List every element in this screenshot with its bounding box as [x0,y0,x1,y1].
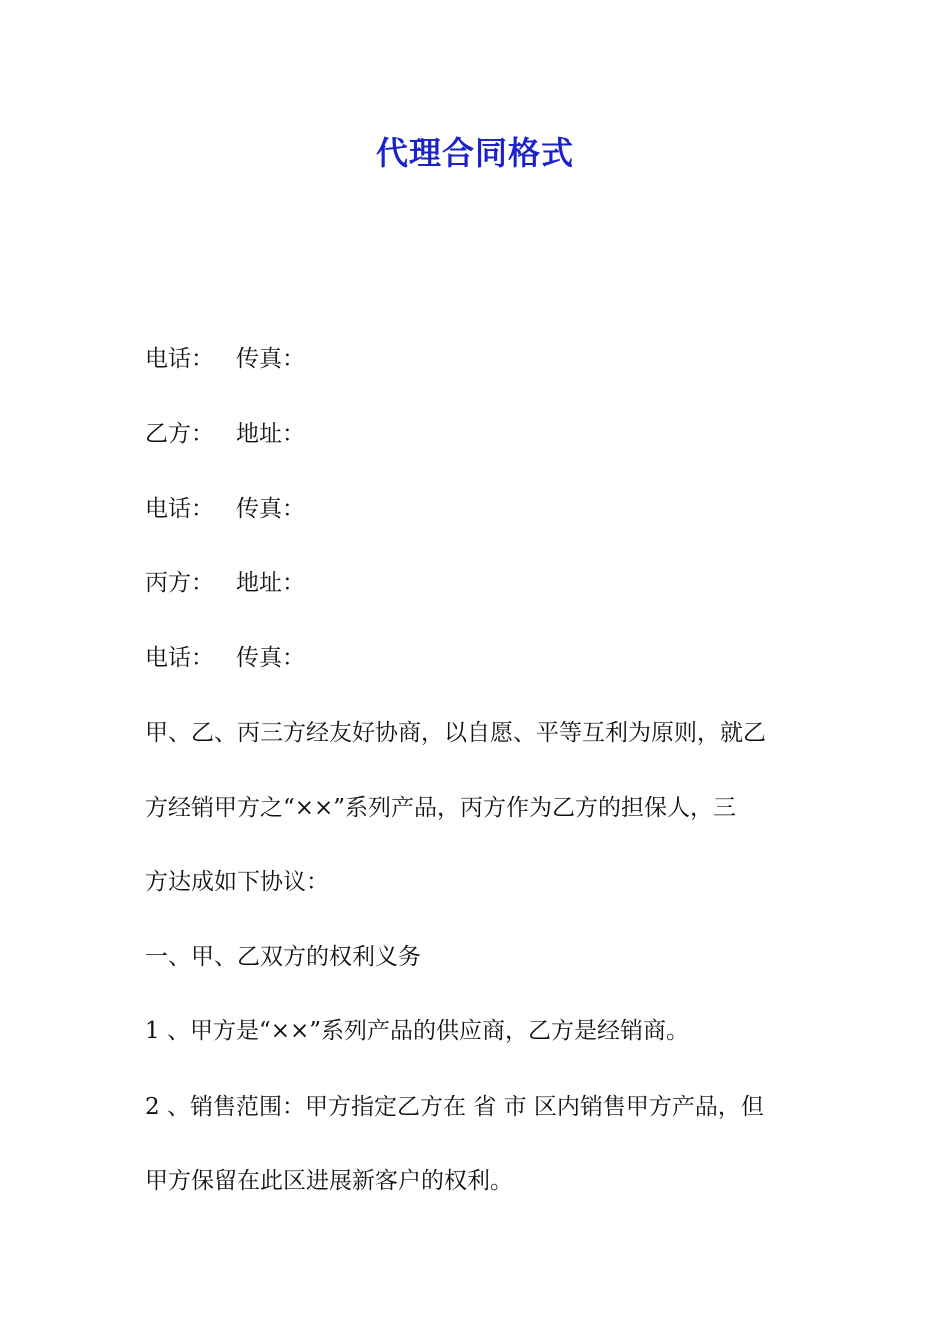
party-b-label: 乙方： [145,421,214,447]
intro-paragraph-line-1: 甲、乙、丙三方经友好协商，以自愿、平等互利为原则，就乙 [145,720,766,746]
phone-label: 电话： [145,496,214,522]
fax-label: 传真： [236,645,305,671]
fax-label: 传真： [236,346,305,372]
party-b-line [145,419,825,449]
section-heading: 一、甲、乙双方的权利义务 [145,944,421,970]
party-a-contact-line [145,344,825,374]
fax-label: 传真： [236,496,305,522]
clause-2-line-2: 甲方保留在此区进展新客户的权利。 [145,1168,513,1194]
address-label: 地址： [236,421,305,447]
intro-paragraph-line-3: 方达成如下协议： [145,869,329,895]
clause-2-line-1: 2 、销售范围：甲方指定乙方在 省 市 区内销售甲方产品，但 [145,1094,764,1120]
document-title: 代理合同格式 [375,134,574,172]
phone-label: 电话： [145,645,214,671]
party-c-label: 丙方： [145,570,214,596]
intro-paragraph-line-2: 方经销甲方之“××”系列产品，丙方作为乙方的担保人，三 [145,795,737,821]
party-c-line [145,568,825,598]
phone-label: 电话： [145,346,214,372]
party-b-contact-line [145,494,825,524]
address-label: 地址： [236,570,305,596]
party-c-contact-line [145,643,825,673]
clause-1: 1 、甲方是“××”系列产品的供应商，乙方是经销商。 [145,1018,690,1044]
